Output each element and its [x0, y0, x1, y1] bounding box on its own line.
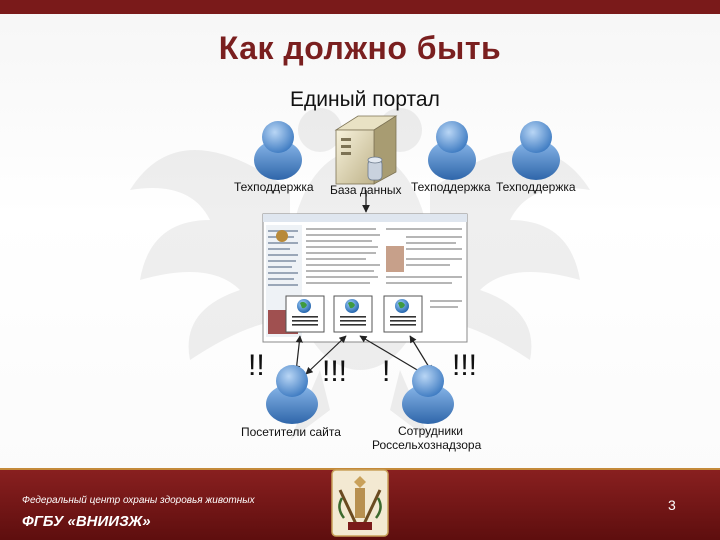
staff-label-line2: Россельхознадзора: [372, 438, 482, 452]
web-page-card-3-icon: [384, 296, 422, 332]
support-person-left-icon: [254, 121, 302, 180]
staff-person-icon: [402, 365, 454, 424]
priority-mark-1: !!: [248, 349, 265, 382]
database-server-icon: [336, 116, 396, 184]
support-right-label: Техподдержка: [496, 180, 576, 194]
portal-title: Единый портал: [290, 88, 440, 111]
staff-label-line1: Сотрудники: [398, 424, 463, 438]
support-mid-label: Техподдержка: [411, 180, 491, 194]
support-left-label: Техподдержка: [234, 180, 314, 194]
page-number: 3: [668, 497, 676, 513]
visitors-label: Посетители сайта: [241, 425, 341, 439]
support-person-mid-icon: [428, 121, 476, 180]
site-visitor-person-icon: [266, 365, 318, 424]
web-page-card-1-icon: [286, 296, 324, 332]
web-page-card-2-icon: [334, 296, 372, 332]
priority-mark-3: !: [382, 355, 391, 388]
institute-emblem-icon: [322, 468, 398, 540]
support-person-right-icon: [512, 121, 560, 180]
priority-mark-4: !!!: [452, 349, 478, 382]
priority-mark-2: !!!: [322, 355, 348, 388]
organization-subtitle: Федеральный центр охраны здоровья животных: [22, 495, 255, 506]
database-label: База данных: [330, 183, 402, 197]
slide-title: Как должно быть: [218, 30, 502, 66]
organization-name: ФГБУ «ВНИИЗЖ»: [22, 513, 151, 530]
